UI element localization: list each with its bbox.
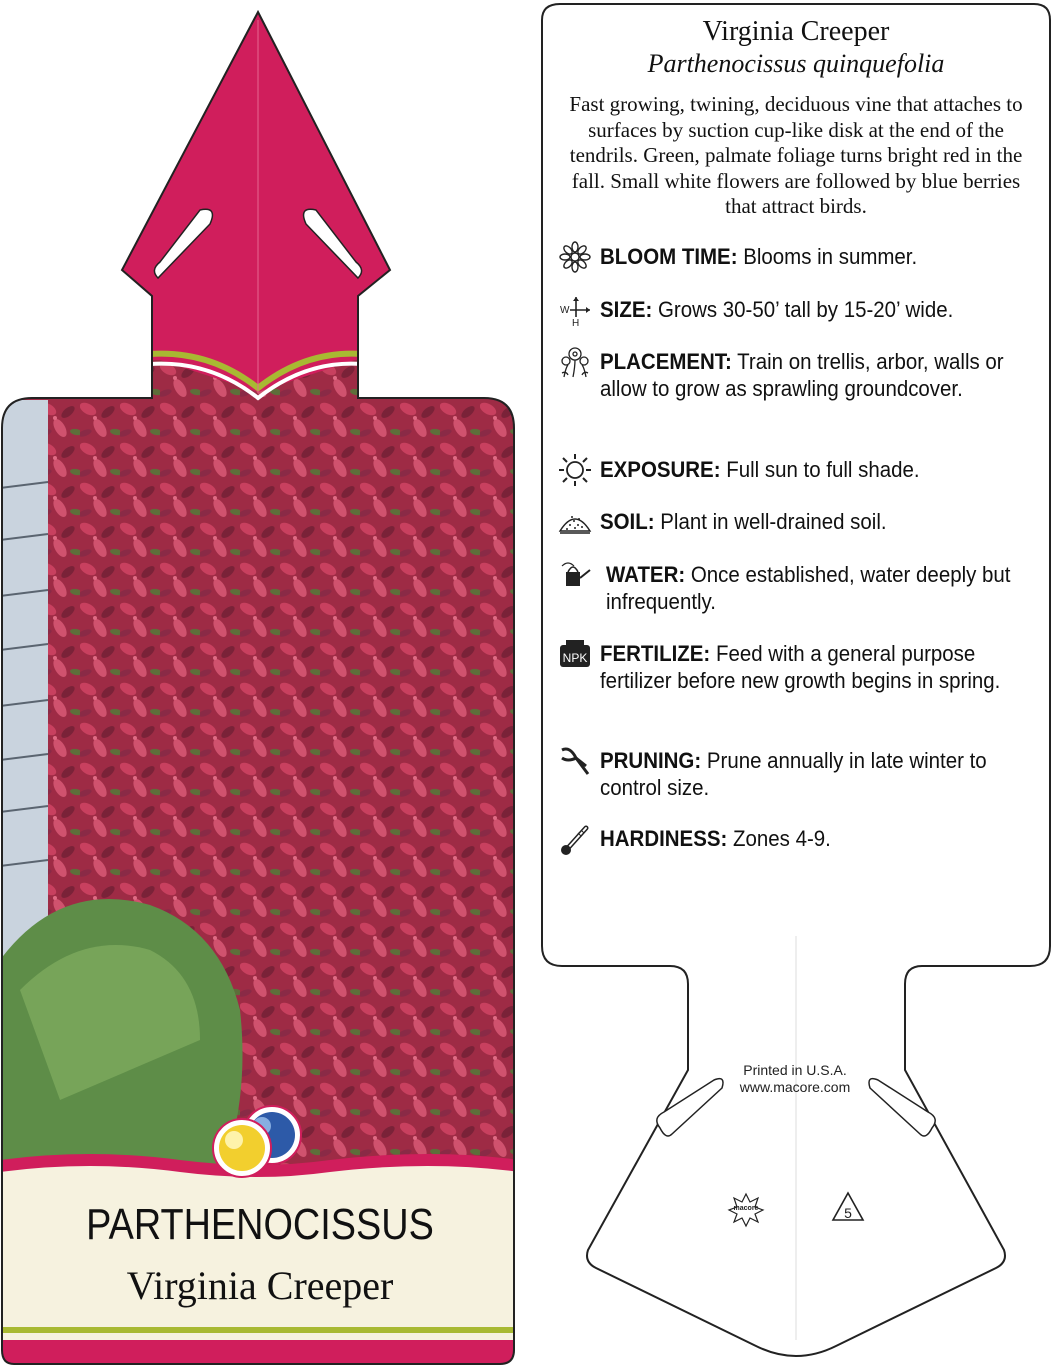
svg-text:H: H <box>572 318 580 327</box>
common-name-front: Virginia Creeper <box>126 1263 394 1308</box>
soil-icon <box>558 505 592 539</box>
flower-icon <box>558 240 592 274</box>
attribute-text: Blooms in summer. <box>743 244 918 269</box>
placement-icon <box>558 345 592 379</box>
size-icon <box>558 293 592 327</box>
attribute-text: Once established, water deeply but infrequently. <box>606 562 1011 614</box>
macore-logo-text: macore <box>733 1205 759 1212</box>
svg-text:NPK: NPK <box>562 651 588 665</box>
attribute-text: Train on trellis, arbor, walls or allow to grow as sprawling groundcover. <box>600 349 1004 401</box>
pruners-icon <box>558 744 592 778</box>
attribute-label: WATER: <box>606 562 686 587</box>
attribute-label: SIZE: <box>600 297 653 322</box>
attribute-label: BLOOM TIME: <box>600 244 738 269</box>
plant-title: Virginia Creeper <box>702 16 890 47</box>
attribute-text: Feed with a general purpose fertilizer before new growth begins in spring. <box>600 641 1001 693</box>
thermometer-icon <box>558 822 592 856</box>
attribute-text: Plant in well-drained soil. <box>660 509 887 534</box>
watering-can-icon <box>558 558 592 592</box>
attribute-text: Prune annually in late winter to control size. <box>600 748 987 800</box>
attribute-label: EXPOSURE: <box>600 457 721 482</box>
genus-name: PARTHENOCISSUS <box>86 1200 434 1249</box>
sun-icon <box>558 453 592 487</box>
latin-name: Parthenocissus quinquefolia <box>647 49 945 78</box>
recycle-number: 5 <box>844 1205 852 1221</box>
printed-in: Printed in U.S.A. <box>743 1062 847 1078</box>
attribute-label: SOIL: <box>600 509 655 534</box>
attribute-label: FERTILIZE: <box>600 641 711 666</box>
attribute-text: Zones 4-9. <box>733 826 831 851</box>
svg-text:W: W <box>560 305 570 316</box>
plant-description: Fast growing, twining, deciduous vine that attaches to surfaces by suction cup-like disk at the end of the tendrils. Green, palmate foliage turns bright red in the fall. Small white flowers are followed by blue berries that attract birds. <box>569 92 1023 218</box>
attribute-label: PLACEMENT: <box>600 349 732 374</box>
attribute-label: HARDINESS: <box>600 826 728 851</box>
fertilizer-icon <box>558 637 592 671</box>
website: www.macore.com <box>739 1079 851 1095</box>
attribute-label: PRUNING: <box>600 748 702 773</box>
attribute-text: Full sun to full shade. <box>726 457 920 482</box>
attribute-text: Grows 30-50’ tall by 15-20’ wide. <box>657 297 954 322</box>
